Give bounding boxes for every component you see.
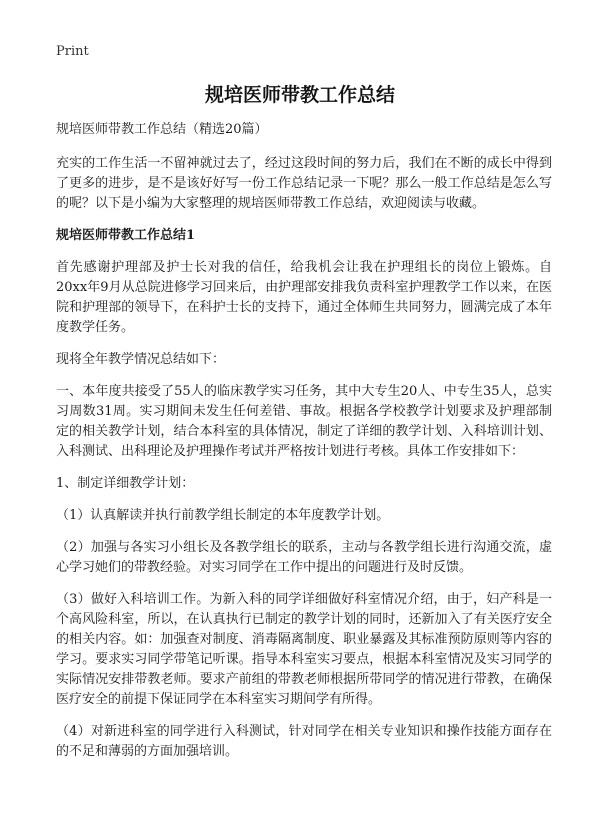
- page-title: 规培医师带教工作总结: [204, 84, 395, 106]
- intro-paragraph: 充实的工作生活一不留神就过去了，经过这段时间的努力后，我们在不断的成长中得到了更多的进步，是不是该好好写一份工作总结记录一下呢？那么一般工作总结是怎么写的呢？以下是小编为大家整理的规培医师带教工作总结，欢迎阅读与收藏。: [56, 156, 552, 211]
- document-subtitle: 规培医师带教工作总结（精选20篇）: [56, 122, 268, 137]
- paragraph: 一、本年度共接受了55人的临床教学实习任务，其中大专生20人、中专生35人，总实习周数31周。实习期间未发生任何差错、事故。根据各学校教学计划要求及护理部制定的相关教学计划，结合本科室的具体情况，制定了详细的教学计划、入科培训计划、入科测试、出科理论及护理操作考试并严格按计划进行考核。具体工作安排如下：: [56, 384, 552, 459]
- paragraph: （2）加强与各实习小组长及各教学组长的联系，主动与各教学组长进行沟通交流，虚心学习她们的带教经验。对实习同学在工作中提出的问题进行及时反馈。: [56, 540, 552, 575]
- paragraph: （1）认真解读并执行前教学组长制定的本年度教学计划。: [56, 508, 390, 523]
- paragraph: 首先感谢护理部及护士长对我的信任，给我机会让我在护理组长的岗位上锻炼。自20xx年9月从总院进修学习回来后，由护理部安排我负责科室护理教学工作以来，在医院和护理部的领导下，在科护士长的支持下，通过全体师生共同努力，圆满完成了本年度教学任务。: [56, 260, 552, 335]
- paragraph: 现将全年教学情况总结如下：: [56, 352, 226, 367]
- document-body: [56, 120, 552, 774]
- section-heading: 规培医师带教工作总结1: [56, 228, 196, 243]
- paragraph: （3）做好入科培训工作。为新入科的同学详细做好科室情况介绍，由于，妇产科是一个高风险科室，所以，在认真执行已制定的教学计划的同时，还新加入了有关医疗安全的相关内容。如：加强查对制度、消毒隔离制度、职业暴露及其标准预防原则等内容的学习。要求实习同学带笔记听课。指导本科室实习要点，根据本科室情况及实习同学的实际情况安排带教老师。要求产前组的带教老师根据所带同学的情况进行带教，在确保医疗安全的前提下保证同学在本科室实习期间学有所得。: [56, 592, 552, 707]
- print-label: Print: [56, 44, 89, 59]
- paragraph: （4）对新进科室的同学进行入科测试，针对同学在相关专业知识和操作技能方面存在的不足和薄弱的方面加强培训。: [56, 724, 552, 759]
- paragraph: 1、制定详细教学计划：: [56, 476, 195, 491]
